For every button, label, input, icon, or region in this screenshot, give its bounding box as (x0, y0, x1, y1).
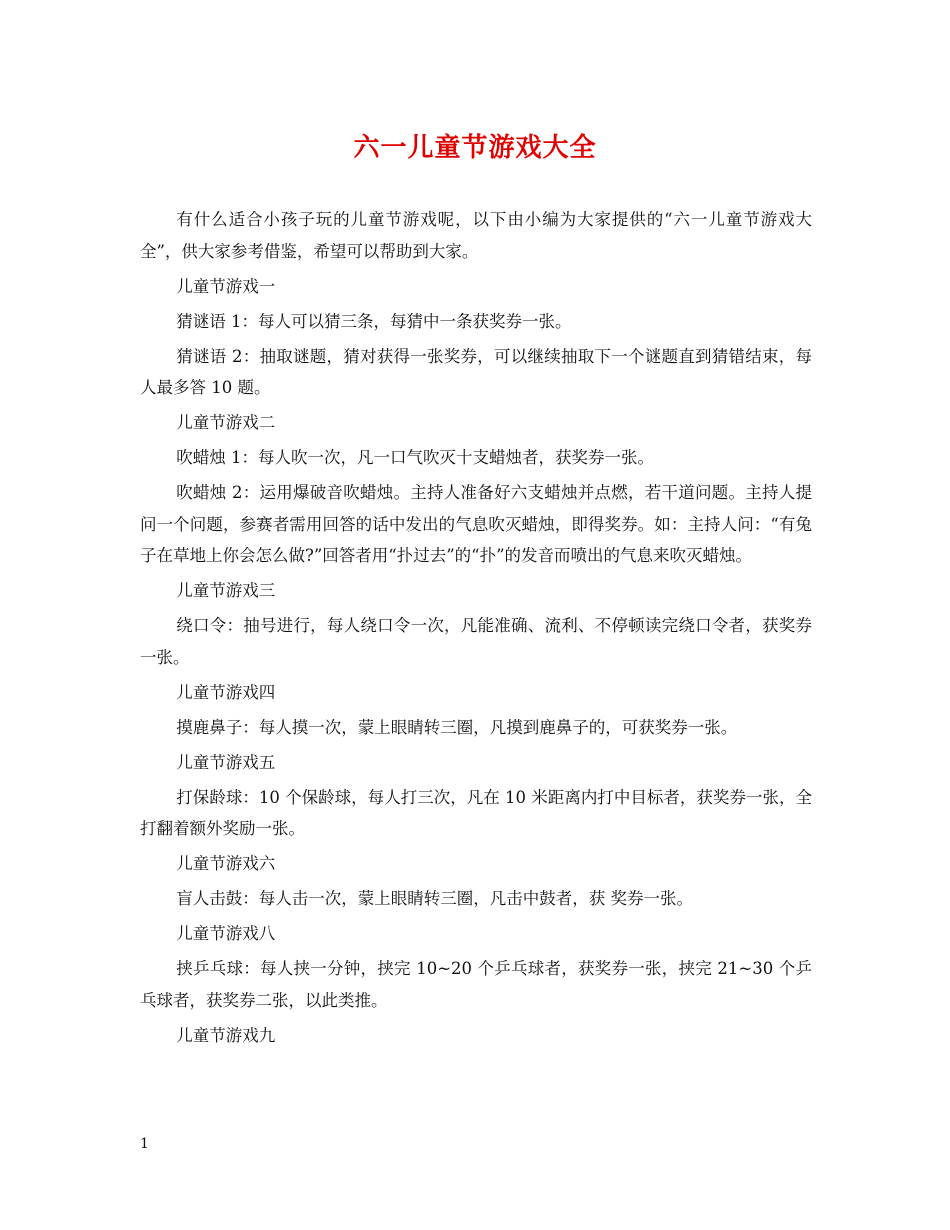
page-number: 1 (140, 1136, 149, 1152)
paragraph: 打保龄球：10 个保龄球，每人打三次，凡在 10 米距离内打中目标者，获奖券一张，全打翻着额外奖励一张。 (140, 787, 812, 838)
paragraph: 吹蜡烛 2：运用爆破音吹蜡烛。主持人准备好六支蜡烛并点燃，若干道问题。主持人提问一个问题，参赛者需用回答的话中发出的气息吹灭蜡烛，即得奖券。如：主持人问：“有兔子在草地上你会怎么做?”回答者用“扑过去”的“扑”的发音而喷出的气息来吹灭蜡烛。 (140, 483, 812, 565)
section-heading: 儿童节游戏四 (176, 682, 276, 702)
paragraph: 有什么适合小孩子玩的儿童节游戏呢，以下由小编为大家提供的“六一儿童节游戏大全”，供大家参考借鉴，希望可以帮助到大家。 (140, 210, 812, 261)
paragraph: 摸鹿鼻子：每人摸一次，蒙上眼睛转三圈，凡摸到鹿鼻子的，可获奖券一张。 (176, 717, 738, 737)
paragraph: 挟乒乓球：每人挟一分钟，挟完 10~20 个乒乓球者，获奖券一张，挟完 21~30 个乒乓球者，获奖券二张，以此类推。 (140, 959, 812, 1010)
section-heading: 儿童节游戏三 (176, 581, 276, 600)
paragraph: 吹蜡烛 1：每人吹一次，凡一口气吹灭十支蜡烛者，获奖券一张。 (176, 448, 655, 467)
document-title: 六一儿童节游戏大全 (353, 133, 597, 163)
paragraph: 猜谜语 1：每人可以猜三条，每猜中一条获奖券一张。 (176, 311, 572, 331)
paragraph: 猜谜语 2：抽取谜题，猜对获得一张奖券，可以继续抽取下一个谜题直到猜错结束，每人最多答 10 题。 (140, 346, 812, 397)
section-heading: 儿童节游戏八 (176, 924, 276, 943)
section-heading: 儿童节游戏一 (176, 276, 276, 296)
section-heading: 儿童节游戏九 (176, 1025, 276, 1045)
section-heading: 儿童节游戏二 (176, 413, 276, 432)
paragraph: 绕口令：抽号进行，每人绕口令一次，凡能准确、流利、不停顿读完绕口令者，获奖券一张。 (140, 616, 812, 667)
paragraph: 盲人击鼓：每人击一次，蒙上眼睛转三圈，凡击中鼓者，获 奖券一张。 (176, 889, 694, 908)
document-body (140, 204, 812, 1055)
section-heading: 儿童节游戏五 (176, 752, 276, 772)
section-heading: 儿童节游戏六 (176, 854, 276, 873)
